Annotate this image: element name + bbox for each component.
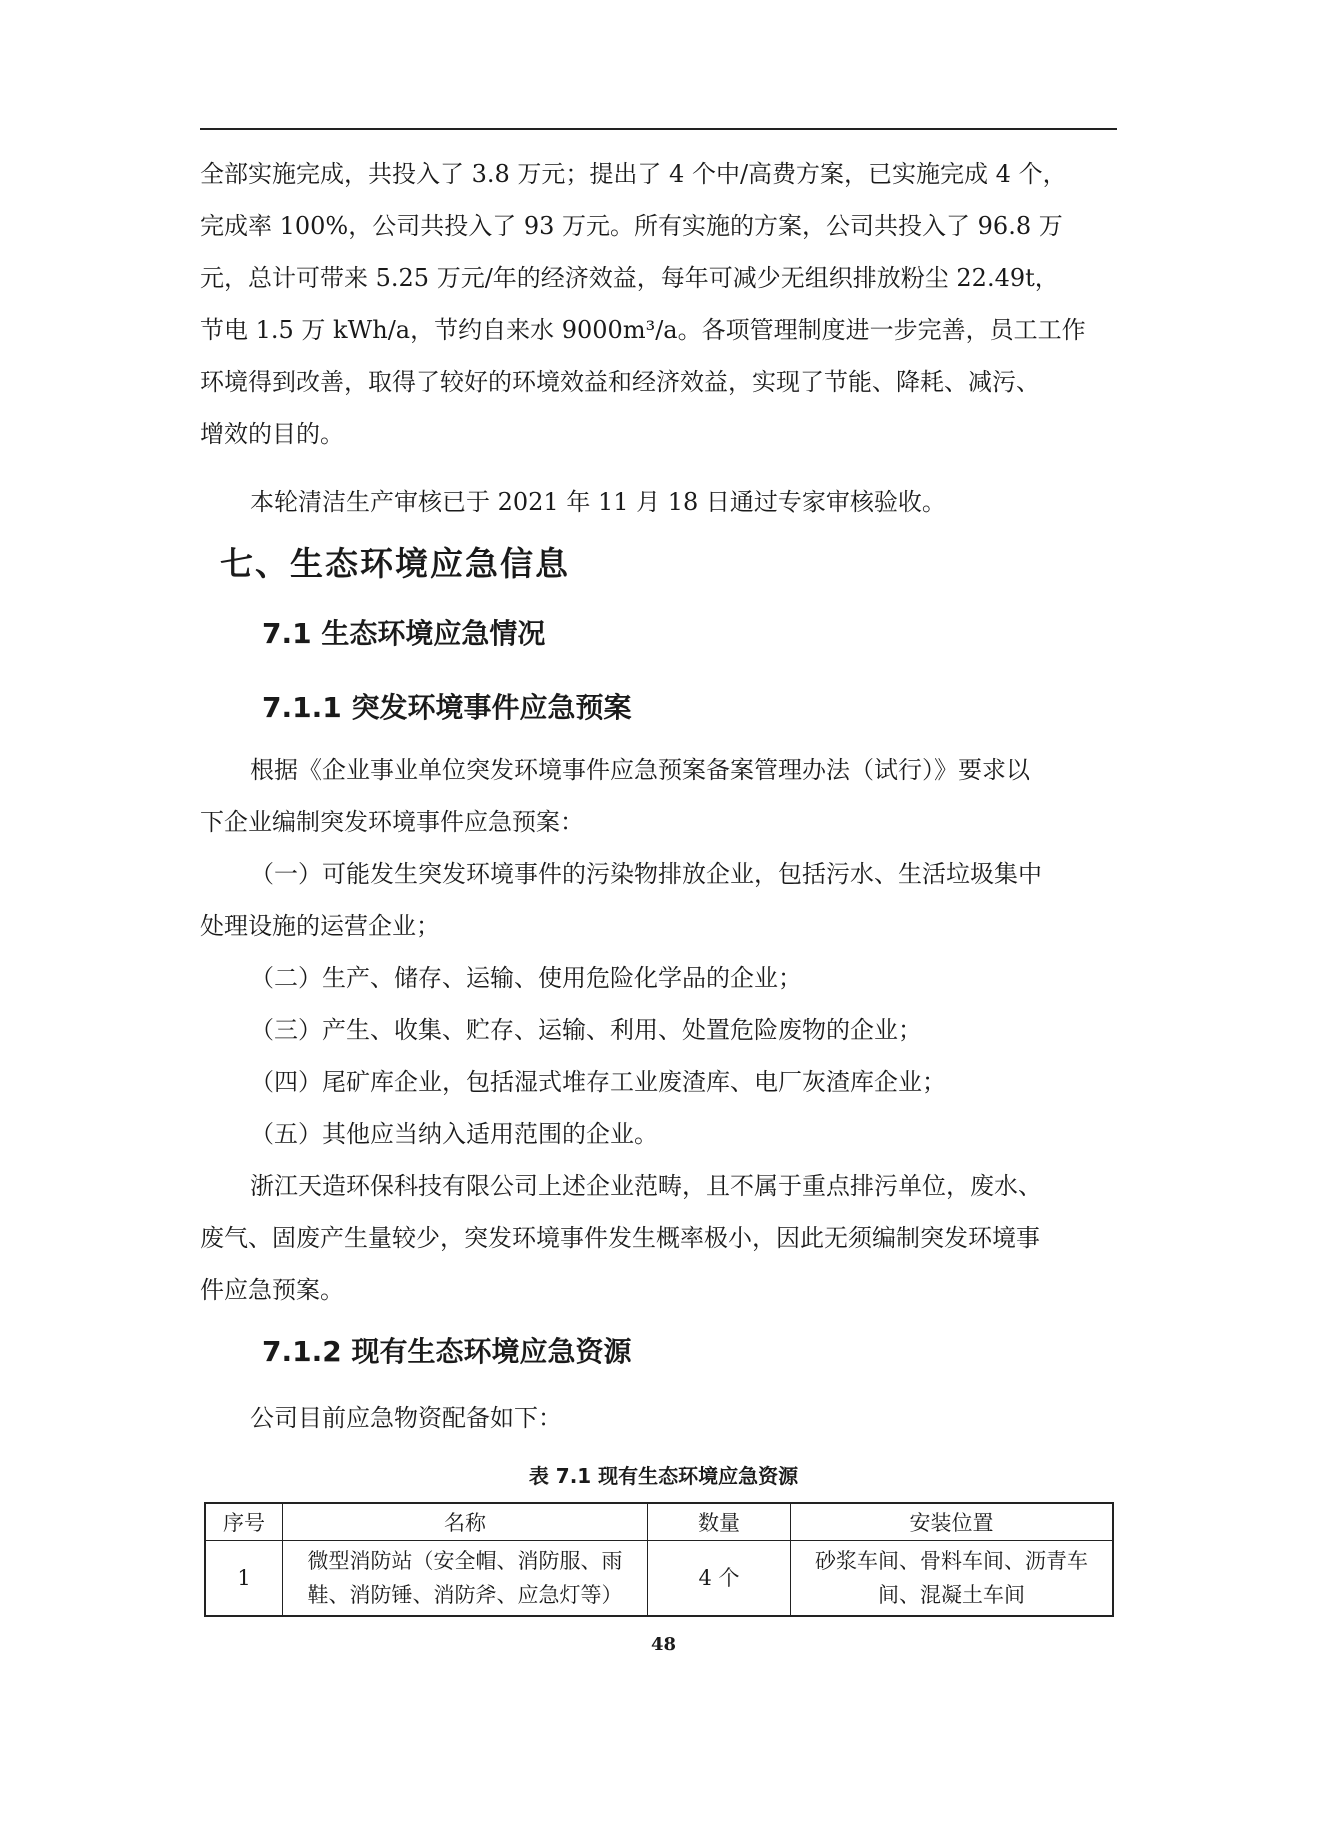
sub2-intro-text: 公司目前应急物资配备如下：	[250, 1404, 562, 1432]
cell-name	[283, 1541, 648, 1617]
item5: （五）其他应当纳入适用范围的企业。	[250, 1120, 658, 1148]
sub2-title: 7.1.2 现有生态环境应急资源	[262, 1335, 632, 1368]
intro-line: 环境得到改善，取得了较好的环境效益和经济效益，实现了节能、降耗、减污、	[200, 368, 1040, 396]
intro-line: 元，总计可带来 5.25 万元/年的经济效益，每年可减少无组织排放粉尘 22.49t，	[200, 264, 1059, 292]
table-header-row	[205, 1503, 1113, 1541]
conclusion-line: 件应急预案。	[200, 1276, 344, 1304]
conclusion-line: 浙江天造环保科技有限公司上述企业范畴，且不属于重点排污单位，废水、	[250, 1172, 1042, 1200]
table-caption: 表 7.1 现有生态环境应急资源	[528, 1464, 799, 1488]
audit-note	[250, 476, 1118, 528]
cell-location	[791, 1541, 1114, 1617]
intro-paragraph	[200, 148, 1118, 460]
cell-no: 1	[205, 1541, 283, 1617]
resources-table	[204, 1502, 1114, 1617]
item3: （三）产生、收集、贮存、运输、利用、处置危险废物的企业；	[250, 1016, 922, 1044]
cell-qty: 4 个	[648, 1541, 791, 1617]
cell-location-line: 砂浆车间、骨料车间、沥青车	[815, 1549, 1088, 1573]
page-number: 48	[650, 1634, 677, 1655]
sub1-intro-line: 根据《企业事业单位突发环境事件应急预案备案管理办法（试行）》要求以	[250, 756, 1030, 784]
sub1-title: 7.1.1 突发环境事件应急预案	[262, 691, 632, 724]
sub1-conclusion	[200, 1160, 1118, 1316]
header-location: 安装位置	[791, 1503, 1114, 1541]
cell-name-line: 鞋、消防锤、消防斧、应急灯等）	[307, 1583, 623, 1607]
subsection-title: 7.1 生态环境应急情况	[262, 617, 546, 650]
sub1-intro	[200, 744, 1118, 848]
header-name: 名称	[283, 1503, 648, 1541]
cell-location-line: 间、混凝土车间	[878, 1583, 1025, 1607]
intro-line: 节电 1.5 万 kWh/a，节约自来水 9000m³/a。各项管理制度进一步完善，员工工作	[200, 316, 1086, 344]
conclusion-line: 废气、固废产生量较少，突发环境事件发生概率极小，因此无须编制突发环境事	[200, 1224, 1040, 1252]
item1-line: （一）可能发生突发环境事件的污染物排放企业，包括污水、生活垃圾集中	[250, 860, 1042, 888]
item2: （二）生产、储存、运输、使用危险化学品的企业；	[250, 964, 802, 992]
sub2-intro	[250, 1392, 1118, 1444]
header-no: 序号	[205, 1503, 283, 1541]
header-qty: 数量	[648, 1503, 791, 1541]
sub1-item1	[200, 848, 1118, 952]
cell-name-line: 微型消防站（安全帽、消防服、雨	[307, 1549, 623, 1573]
intro-line: 全部实施完成，共投入了 3.8 万元；提出了 4 个中/高费方案，已实施完成 4 个，	[200, 160, 1067, 188]
sub1-items	[250, 952, 1118, 1160]
sub1-intro-line: 下企业编制突发环境事件应急预案：	[200, 808, 584, 836]
item1-line: 处理设施的运营企业；	[200, 912, 440, 940]
table-row	[205, 1541, 1113, 1617]
section-title: 七、生态环境应急信息	[220, 544, 570, 583]
intro-line: 增效的目的。	[200, 420, 344, 448]
item4: （四）尾矿库企业，包括湿式堆存工业废渣库、电厂灰渣库企业；	[250, 1068, 946, 1096]
audit-note-text: 本轮清洁生产审核已于 2021 年 11 月 18 日通过专家审核验收。	[250, 488, 946, 516]
intro-line: 完成率 100%，公司共投入了 93 万元。所有实施的方案，公司共投入了 96.8 万	[200, 212, 1063, 240]
header-rule	[200, 128, 1117, 130]
